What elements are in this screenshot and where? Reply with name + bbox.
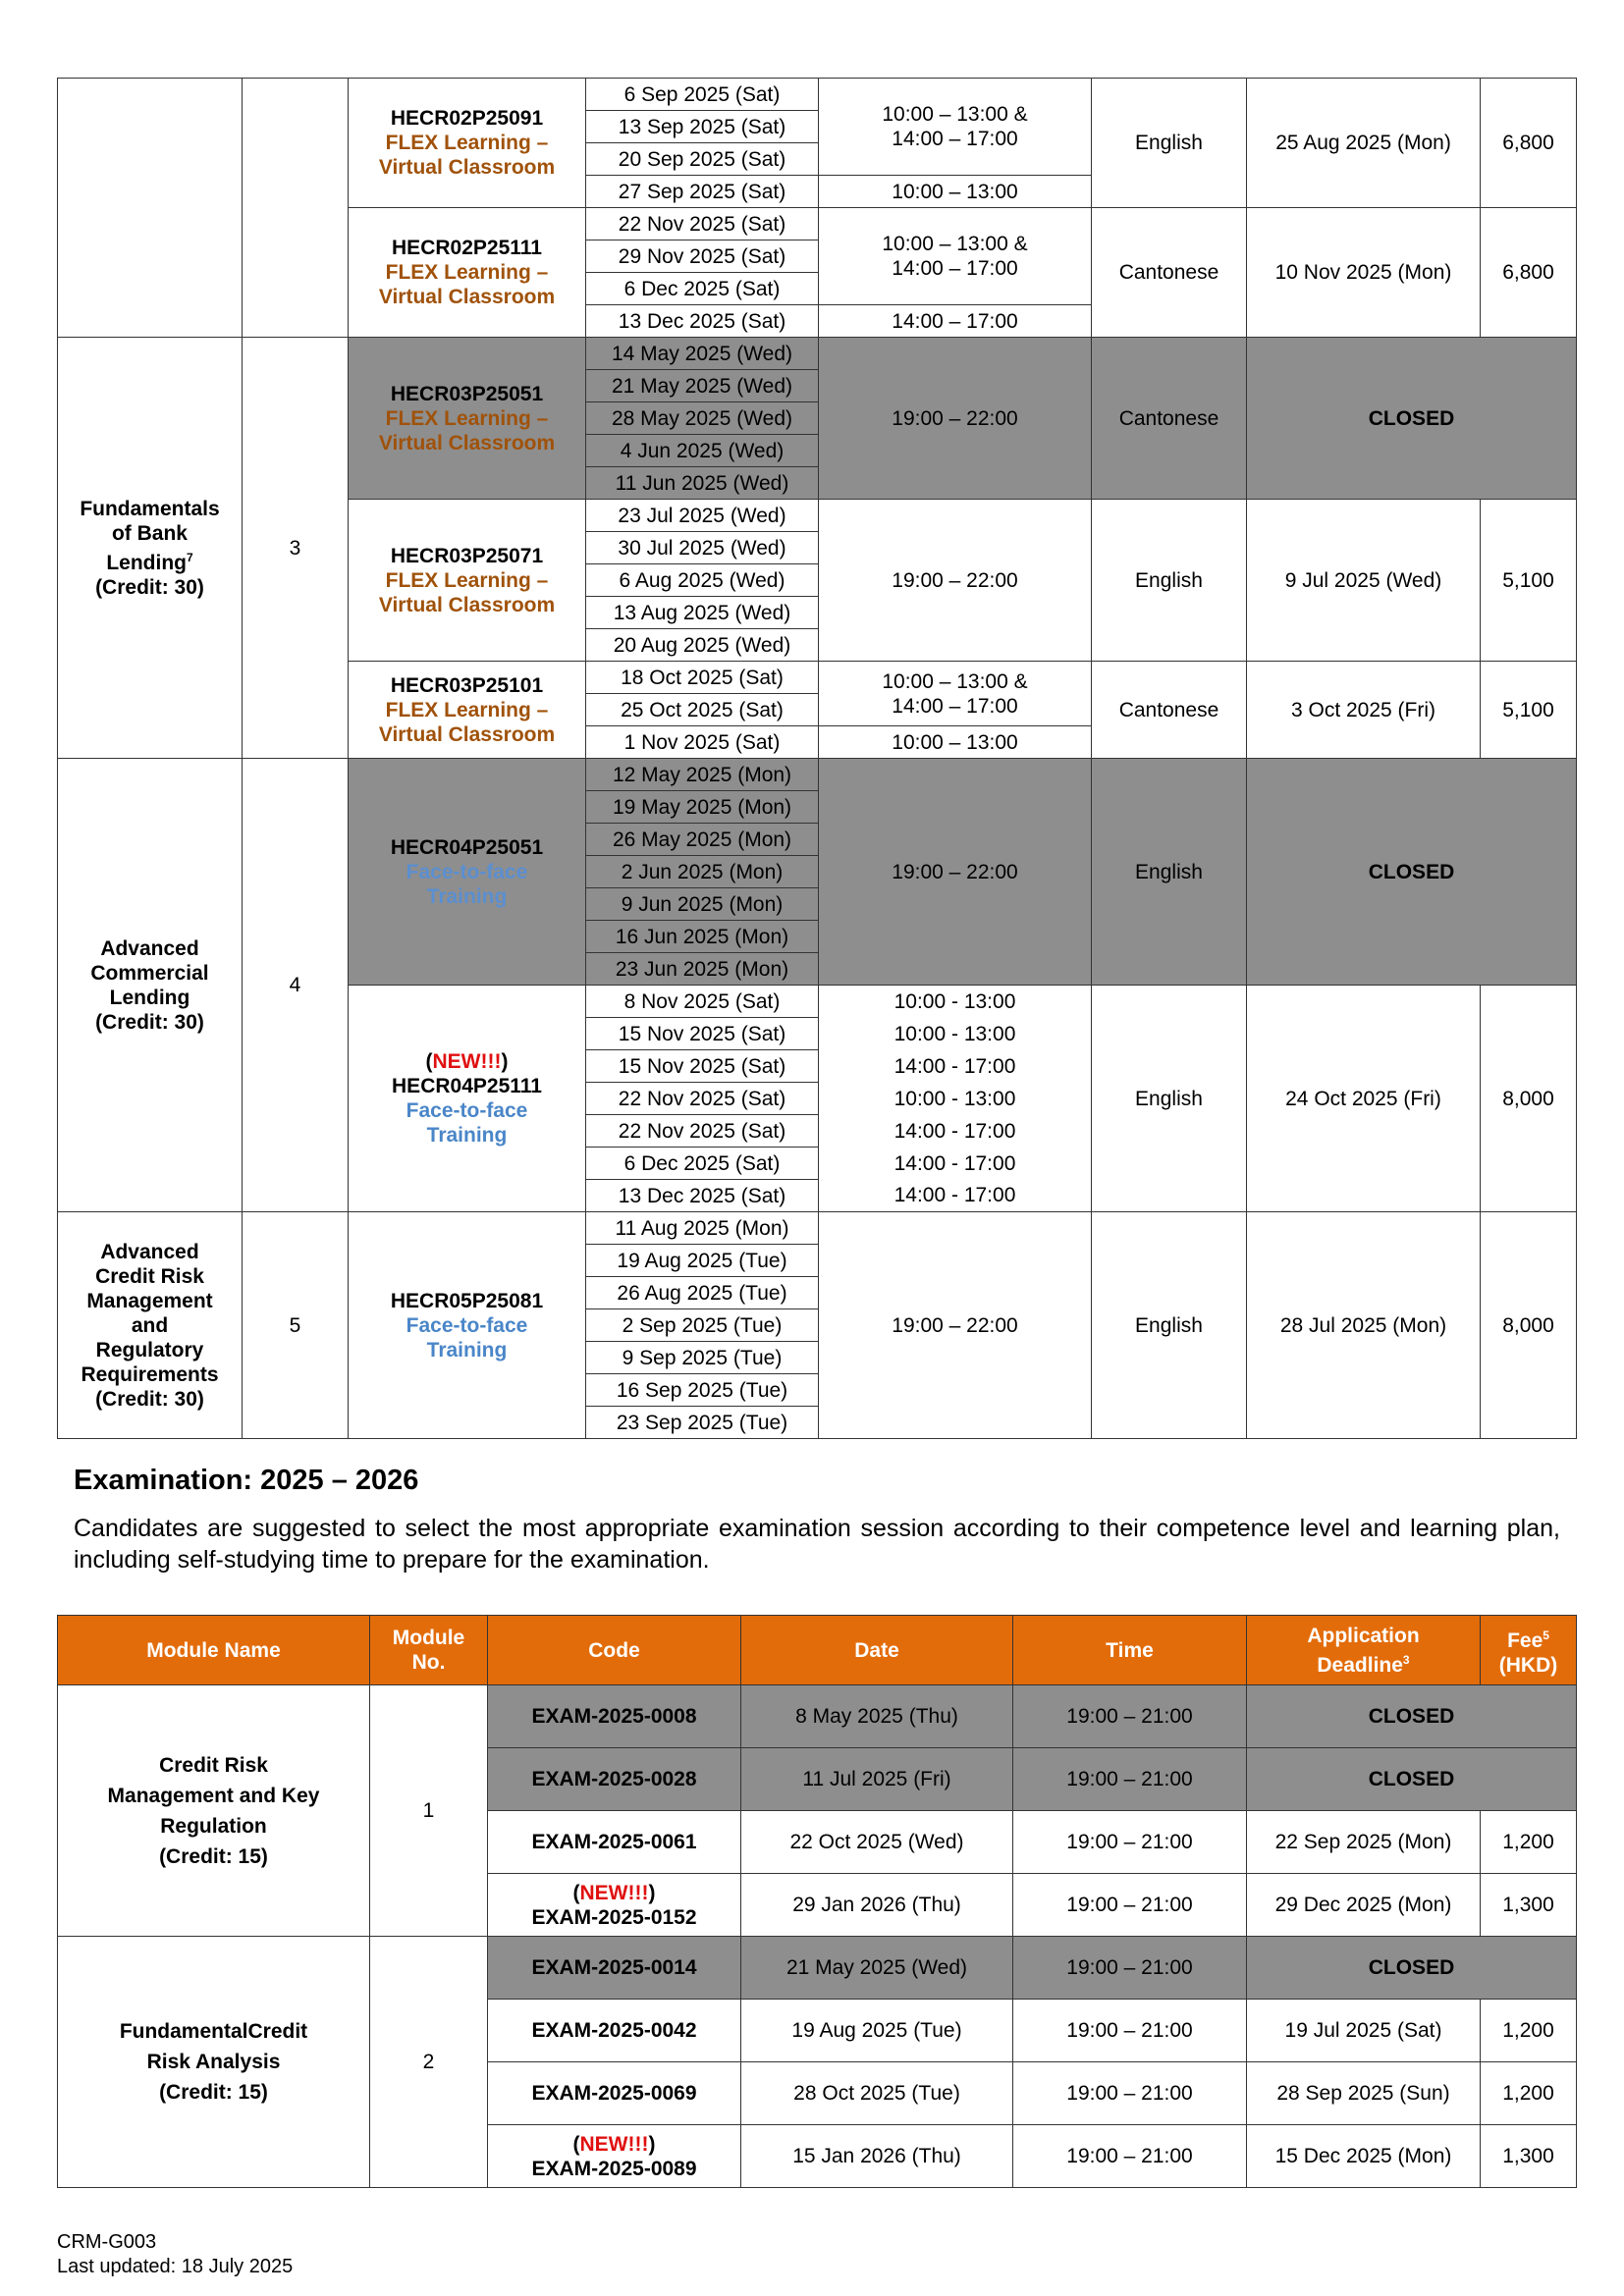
exam-date: 19 Aug 2025 (Tue): [741, 2000, 1013, 2062]
exam-deadline: 28 Sep 2025 (Sun): [1247, 2062, 1481, 2125]
col-header-code: Code: [488, 1616, 741, 1685]
module-no-cell: [243, 79, 349, 338]
date-cell: 27 Sep 2025 (Sat): [586, 176, 819, 208]
class-code-cell: [349, 986, 586, 1212]
module-no-cell: 5: [243, 1212, 349, 1439]
fee-cell: 5,100: [1481, 500, 1577, 662]
time-cell: 14:00 – 17:00: [819, 305, 1092, 338]
new-badge: NEW!!!: [579, 1881, 649, 1904]
deadline-cell: 24 Oct 2025 (Fri): [1247, 986, 1481, 1212]
exam-schedule-table: [57, 1615, 1577, 2188]
exam-code: EXAM-2025-0089: [531, 2157, 697, 2180]
exam-date: 28 Oct 2025 (Tue): [741, 2062, 1013, 2125]
document-code: CRM-G003: [57, 2231, 157, 2253]
deadline-cell: 25 Aug 2025 (Mon): [1247, 79, 1481, 208]
language-cell: English: [1092, 759, 1247, 986]
time-cell: [819, 208, 1092, 305]
date-cell: 13 Aug 2025 (Wed): [586, 597, 819, 629]
delivery-mode: Face-to-face: [406, 860, 528, 883]
date-cell: 25 Oct 2025 (Sat): [586, 694, 819, 726]
date-cell: 18 Oct 2025 (Sat): [586, 662, 819, 694]
exam-date: 11 Jul 2025 (Fri): [741, 1748, 1013, 1811]
exam-date: 22 Oct 2025 (Wed): [741, 1811, 1013, 1874]
time-cell: 14:00 - 17:00: [819, 1050, 1092, 1083]
date-cell: 11 Aug 2025 (Mon): [586, 1212, 819, 1245]
date-cell: 22 Nov 2025 (Sat): [586, 1115, 819, 1148]
date-cell: 28 May 2025 (Wed): [586, 402, 819, 435]
language-cell: English: [1092, 1212, 1247, 1439]
table-header-row: [58, 1616, 1577, 1685]
module-name-line: Regulatory: [95, 1338, 204, 1362]
exam-date: 21 May 2025 (Wed): [741, 1937, 1013, 2000]
date-cell: 26 May 2025 (Mon): [586, 824, 819, 856]
date-cell: 14 May 2025 (Wed): [586, 338, 819, 370]
col-header-module-name: Module Name: [58, 1616, 370, 1685]
module-name-line: Requirements: [81, 1362, 219, 1386]
date-cell: 23 Jun 2025 (Mon): [586, 953, 819, 986]
exam-time: 19:00 – 21:00: [1013, 1748, 1247, 1811]
delivery-mode-2: Virtual Classroom: [378, 156, 556, 179]
module-name-line: FundamentalCredit: [119, 2020, 308, 2043]
exam-time: 19:00 – 21:00: [1013, 2000, 1247, 2062]
exam-code: EXAM-2025-0042: [488, 2000, 741, 2062]
new-tag-line: (NEW!!!): [572, 1881, 656, 1904]
module-name-line: Regulation: [160, 1814, 267, 1838]
date-cell: 9 Jun 2025 (Mon): [586, 888, 819, 921]
class-code: HECR03P25071: [390, 544, 544, 567]
exam-date: 8 May 2025 (Thu): [741, 1685, 1013, 1748]
module-name-line: Credit Risk: [159, 1753, 268, 1777]
exam-fee: 1,200: [1481, 2062, 1577, 2125]
closed-status: CLOSED: [1247, 338, 1577, 500]
date-cell: 20 Sep 2025 (Sat): [586, 143, 819, 176]
delivery-mode: FLEX Learning –: [385, 698, 549, 721]
time-line: 10:00 – 13:00 &: [882, 669, 1028, 693]
exam-time: 19:00 – 21:00: [1013, 1685, 1247, 1748]
class-code: HECR04P25111: [392, 1075, 542, 1097]
col-header-module-no: [370, 1616, 488, 1685]
class-code-cell: [349, 208, 586, 338]
exam-code: EXAM-2025-0028: [488, 1748, 741, 1811]
exam-deadline: 15 Dec 2025 (Mon): [1247, 2125, 1481, 2188]
delivery-mode: Face-to-face: [406, 1313, 528, 1337]
date-cell: 19 Aug 2025 (Tue): [586, 1245, 819, 1277]
table-row: [58, 338, 1577, 370]
class-code: HECR02P25091: [390, 107, 544, 130]
exam-time: 19:00 – 21:00: [1013, 1811, 1247, 1874]
date-cell: 6 Aug 2025 (Wed): [586, 564, 819, 597]
time-line: 14:00 – 17:00: [892, 694, 1018, 718]
module-name-line: Commercial: [90, 961, 209, 985]
table-row: [58, 1212, 1577, 1245]
date-cell: 6 Dec 2025 (Sat): [586, 273, 819, 305]
delivery-mode-2: Virtual Classroom: [378, 286, 556, 308]
module-name-line: of Bank: [111, 521, 188, 545]
new-badge: NEW!!!: [432, 1050, 502, 1073]
module-name-cell: [58, 1212, 243, 1439]
date-cell: 23 Sep 2025 (Tue): [586, 1407, 819, 1439]
delivery-mode-2: Virtual Classroom: [378, 722, 556, 746]
date-cell: 6 Dec 2025 (Sat): [586, 1148, 819, 1180]
deadline-cell: 28 Jul 2025 (Mon): [1247, 1212, 1481, 1439]
language-cell: English: [1092, 986, 1247, 1212]
header-line: Module: [392, 1627, 465, 1649]
module-name-line: and: [131, 1313, 169, 1337]
time-cell: 10:00 - 13:00: [819, 986, 1092, 1018]
header-line: Application: [1307, 1624, 1420, 1647]
col-header-deadline: [1247, 1616, 1481, 1685]
exam-deadline: 29 Dec 2025 (Mon): [1247, 1874, 1481, 1937]
exam-fee: 1,200: [1481, 1811, 1577, 1874]
date-cell: 12 May 2025 (Mon): [586, 759, 819, 791]
exam-code: EXAM-2025-0152: [531, 1905, 697, 1929]
module-name-cell: [58, 79, 243, 338]
delivery-mode: Face-to-face: [406, 1099, 528, 1122]
new-tag-line: (NEW!!!): [425, 1050, 509, 1073]
module-credit: (Credit: 15): [159, 2081, 268, 2104]
date-cell: 22 Nov 2025 (Sat): [586, 208, 819, 240]
time-cell: 19:00 – 22:00: [819, 500, 1092, 662]
time-cell: 19:00 – 22:00: [819, 759, 1092, 986]
delivery-mode: FLEX Learning –: [385, 132, 549, 154]
date-cell: 13 Dec 2025 (Sat): [586, 305, 819, 338]
date-cell: 16 Jun 2025 (Mon): [586, 921, 819, 953]
closed-status: CLOSED: [1247, 1748, 1577, 1811]
time-cell: 10:00 – 13:00: [819, 176, 1092, 208]
delivery-mode: FLEX Learning –: [385, 406, 549, 430]
date-cell: 26 Aug 2025 (Tue): [586, 1277, 819, 1309]
exam-deadline: 19 Jul 2025 (Sat): [1247, 2000, 1481, 2062]
delivery-mode: FLEX Learning –: [385, 568, 549, 592]
delivery-mode-2: Training: [426, 884, 508, 908]
table-row: [58, 79, 1577, 111]
module-name-line: Advanced: [100, 1240, 199, 1263]
fee-cell: 6,800: [1481, 79, 1577, 208]
time-line: 10:00 – 13:00 &: [882, 103, 1028, 126]
table-row: [58, 1685, 1577, 1748]
date-cell: 6 Sep 2025 (Sat): [586, 79, 819, 111]
time-cell: 19:00 – 22:00: [819, 338, 1092, 500]
exam-fee: 1,200: [1481, 2000, 1577, 2062]
time-cell: 10:00 - 13:00: [819, 1083, 1092, 1115]
delivery-mode-2: Virtual Classroom: [378, 593, 556, 616]
fee-cell: 6,800: [1481, 208, 1577, 338]
date-cell: 30 Jul 2025 (Wed): [586, 532, 819, 564]
module-no-cell: 1: [370, 1685, 488, 1937]
exam-section-heading: Examination: 2025 – 2026: [74, 1465, 419, 1496]
module-no-cell: 2: [370, 1937, 488, 2188]
exam-code: EXAM-2025-0069: [488, 2062, 741, 2125]
date-cell: 11 Jun 2025 (Wed): [586, 467, 819, 500]
module-name-line: Management: [86, 1289, 213, 1312]
exam-time: 19:00 – 21:00: [1013, 2062, 1247, 2125]
language-cell: Cantonese: [1092, 662, 1247, 759]
delivery-mode: FLEX Learning –: [385, 261, 549, 284]
class-code: HECR03P25101: [390, 673, 544, 697]
exam-code: EXAM-2025-0008: [488, 1685, 741, 1748]
delivery-mode-2: Training: [426, 1338, 508, 1362]
col-header-date: Date: [741, 1616, 1013, 1685]
date-cell: 13 Dec 2025 (Sat): [586, 1180, 819, 1212]
closed-status: CLOSED: [1247, 1937, 1577, 2000]
time-cell: 14:00 - 17:00: [819, 1148, 1092, 1180]
class-code: HECR04P25051: [390, 835, 544, 859]
training-schedule-table: [57, 78, 1577, 1439]
class-code-cell: [349, 662, 586, 759]
time-cell: [819, 79, 1092, 176]
date-cell: 19 May 2025 (Mon): [586, 791, 819, 824]
date-cell: 23 Jul 2025 (Wed): [586, 500, 819, 532]
closed-status: CLOSED: [1247, 759, 1577, 986]
exam-fee: 1,300: [1481, 1874, 1577, 1937]
module-name-line: Management and Key: [107, 1784, 320, 1807]
deadline-cell: 10 Nov 2025 (Mon): [1247, 208, 1481, 338]
language-cell: Cantonese: [1092, 338, 1247, 500]
exam-code: EXAM-2025-0061: [488, 1811, 741, 1874]
module-name-cell: [58, 1685, 370, 1937]
last-updated: Last updated: 18 July 2025: [57, 2256, 294, 2277]
module-no-cell: 4: [243, 759, 349, 1212]
class-code-cell: [349, 79, 586, 208]
date-cell: 21 May 2025 (Wed): [586, 370, 819, 402]
time-cell: 10:00 - 13:00: [819, 1018, 1092, 1050]
module-credit: (Credit: 30): [95, 1010, 204, 1034]
class-code: HECR02P25111: [392, 237, 542, 259]
exam-code: EXAM-2025-0014: [488, 1937, 741, 2000]
fee-cell: 5,100: [1481, 662, 1577, 759]
date-cell: 20 Aug 2025 (Wed): [586, 629, 819, 662]
closed-status: CLOSED: [1247, 1685, 1577, 1748]
exam-date: 29 Jan 2026 (Thu): [741, 1874, 1013, 1937]
time-line: 14:00 – 17:00: [892, 257, 1018, 280]
header-line: (HKD): [1498, 1653, 1558, 1677]
module-name-cell: [58, 1937, 370, 2188]
date-cell: 9 Sep 2025 (Tue): [586, 1342, 819, 1374]
exam-time: 19:00 – 21:00: [1013, 1874, 1247, 1937]
module-name-text: Lending: [106, 551, 187, 574]
module-no-cell: 3: [243, 338, 349, 759]
fee-cell: 8,000: [1481, 1212, 1577, 1439]
class-code-cell: [349, 1212, 586, 1439]
language-cell: English: [1092, 79, 1247, 208]
exam-time: 19:00 – 21:00: [1013, 2125, 1247, 2188]
module-name-cell: [58, 338, 243, 759]
table-row: [58, 1937, 1577, 2000]
footnote-marker: 3: [1402, 1652, 1410, 1667]
class-code: HECR03P25051: [390, 382, 544, 405]
date-cell: 29 Nov 2025 (Sat): [586, 240, 819, 273]
time-cell: [819, 662, 1092, 726]
exam-deadline: 22 Sep 2025 (Mon): [1247, 1811, 1481, 1874]
header-line: [1250, 1648, 1477, 1678]
new-badge: NEW!!!: [579, 2132, 649, 2156]
delivery-mode-2: Virtual Classroom: [378, 431, 556, 454]
delivery-mode-2: Training: [426, 1124, 508, 1147]
language-cell: Cantonese: [1092, 208, 1247, 338]
module-name-line: Credit Risk: [95, 1264, 204, 1288]
module-name-line: Risk Analysis: [146, 2051, 281, 2073]
module-credit: (Credit: 30): [95, 575, 204, 599]
deadline-cell: 3 Oct 2025 (Fri): [1247, 662, 1481, 759]
date-cell: 22 Nov 2025 (Sat): [586, 1083, 819, 1115]
deadline-cell: 9 Jul 2025 (Wed): [1247, 500, 1481, 662]
module-name-line: Lending: [109, 986, 190, 1009]
language-cell: English: [1092, 500, 1247, 662]
time-line: 10:00 – 13:00 &: [882, 233, 1028, 255]
exam-code-cell: [488, 2125, 741, 2188]
footnote-marker: 5: [1543, 1628, 1549, 1642]
header-line: No.: [411, 1651, 446, 1674]
exam-date: 15 Jan 2026 (Thu): [741, 2125, 1013, 2188]
new-tag-line: (NEW!!!): [572, 2132, 656, 2156]
header-text: Deadline: [1317, 1653, 1403, 1677]
class-code-cell: [349, 759, 586, 986]
module-name-line: Fundamentals: [80, 497, 220, 520]
date-cell: 16 Sep 2025 (Tue): [586, 1374, 819, 1407]
exam-code-cell: [488, 1874, 741, 1937]
date-cell: 2 Sep 2025 (Tue): [586, 1309, 819, 1342]
exam-intro-text: Candidates are suggested to select the most appropriate examination session according to their competence level and learning plan, including self-studying time to prepare for the examination.: [74, 1515, 1560, 1574]
header-text: Fee: [1507, 1629, 1543, 1652]
time-line: 14:00 – 17:00: [892, 128, 1018, 150]
page-footer: [57, 2230, 293, 2279]
col-header-fee: [1481, 1616, 1577, 1685]
class-code-cell: [349, 500, 586, 662]
time-cell: 14:00 - 17:00: [819, 1115, 1092, 1148]
fee-cell: 8,000: [1481, 986, 1577, 1212]
table-row: [58, 759, 1577, 791]
exam-time: 19:00 – 21:00: [1013, 1937, 1247, 2000]
time-cell: 10:00 – 13:00: [819, 726, 1092, 759]
date-cell: 2 Jun 2025 (Mon): [586, 856, 819, 888]
date-cell: 15 Nov 2025 (Sat): [586, 1018, 819, 1050]
date-cell: 13 Sep 2025 (Sat): [586, 111, 819, 143]
header-line: [1484, 1624, 1573, 1653]
module-name-cell: [58, 759, 243, 1212]
date-cell: 15 Nov 2025 (Sat): [586, 1050, 819, 1083]
time-cell: 19:00 – 22:00: [819, 1212, 1092, 1439]
module-name-line: Advanced: [100, 936, 199, 960]
col-header-time: Time: [1013, 1616, 1247, 1685]
class-code-cell: [349, 338, 586, 500]
time-cell: 14:00 - 17:00: [819, 1180, 1092, 1212]
exam-fee: 1,300: [1481, 2125, 1577, 2188]
date-cell: 4 Jun 2025 (Wed): [586, 435, 819, 467]
module-credit: (Credit: 30): [95, 1387, 204, 1411]
footnote-marker: 7: [186, 550, 193, 564]
module-credit: (Credit: 15): [159, 1844, 268, 1868]
module-name-line: [61, 546, 239, 575]
date-cell: 8 Nov 2025 (Sat): [586, 986, 819, 1018]
class-code: HECR05P25081: [390, 1289, 544, 1312]
date-cell: 1 Nov 2025 (Sat): [586, 726, 819, 759]
